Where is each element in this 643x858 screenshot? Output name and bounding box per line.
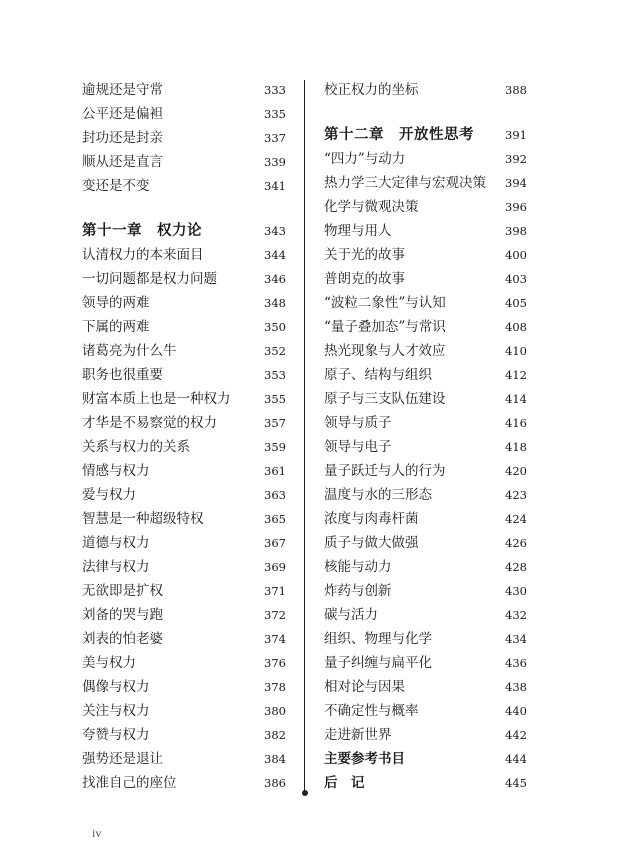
toc-page-number: 376 bbox=[264, 656, 286, 670]
toc-entry-title: 浓度与肉毒杆菌 bbox=[324, 511, 419, 527]
toc-entry-title: 领导与质子 bbox=[324, 415, 392, 431]
toc-entry[interactable] bbox=[82, 243, 286, 267]
toc-entry[interactable] bbox=[82, 771, 286, 795]
toc-page-number: 363 bbox=[264, 488, 286, 502]
toc-entry-title: “量子叠加态”与常识 bbox=[324, 319, 446, 335]
toc-entry-title: 公平还是偏袒 bbox=[82, 106, 163, 122]
toc-page-number: 350 bbox=[264, 320, 286, 334]
toc-page-number: 386 bbox=[264, 776, 286, 790]
toc-entry[interactable] bbox=[82, 579, 286, 603]
toc-page-number: 391 bbox=[505, 128, 527, 142]
toc-entry-title: 第十一章 权力论 bbox=[82, 222, 202, 239]
section-gap bbox=[82, 198, 286, 219]
toc-page-number: 388 bbox=[505, 83, 527, 97]
toc-entry-title: 化学与微观决策 bbox=[324, 199, 419, 215]
toc-page-number: 444 bbox=[505, 752, 527, 766]
toc-page-number: 339 bbox=[264, 155, 286, 169]
toc-entry[interactable] bbox=[324, 771, 527, 795]
toc-page-number: 378 bbox=[264, 680, 286, 694]
toc-entry[interactable] bbox=[324, 195, 527, 219]
toc-entry[interactable] bbox=[82, 78, 286, 102]
toc-entry-title: 温度与水的三形态 bbox=[324, 487, 432, 503]
toc-entry[interactable] bbox=[82, 339, 286, 363]
toc-entry[interactable] bbox=[324, 411, 527, 435]
toc-entry-title: 原子与三支队伍建设 bbox=[324, 391, 446, 407]
toc-entry[interactable] bbox=[82, 483, 286, 507]
toc-page-number: 344 bbox=[264, 248, 286, 262]
toc-page-number: 414 bbox=[505, 392, 527, 406]
toc-page-number: 359 bbox=[264, 440, 286, 454]
toc-entry-title: 关注与权力 bbox=[82, 703, 150, 719]
toc-entry[interactable] bbox=[324, 363, 527, 387]
toc-page-number: 348 bbox=[264, 296, 286, 310]
toc-entry-title: 封功还是封亲 bbox=[82, 130, 163, 146]
toc-entry-title: 智慧是一种超级特权 bbox=[82, 511, 204, 527]
toc-page-number: 434 bbox=[505, 632, 527, 646]
toc-entry[interactable] bbox=[82, 531, 286, 555]
toc-entry[interactable] bbox=[324, 651, 527, 675]
toc-entry[interactable] bbox=[82, 267, 286, 291]
toc-page-number: 392 bbox=[505, 152, 527, 166]
toc-page-number: 367 bbox=[264, 536, 286, 550]
toc-entry-title: 找准自己的座位 bbox=[82, 775, 177, 791]
toc-entry-title: 第十二章 开放性思考 bbox=[324, 126, 474, 143]
toc-entry[interactable] bbox=[82, 435, 286, 459]
toc-entry[interactable] bbox=[324, 507, 527, 531]
toc-page-number: 410 bbox=[505, 344, 527, 358]
toc-entry[interactable] bbox=[82, 363, 286, 387]
toc-entry[interactable] bbox=[82, 651, 286, 675]
toc-entry-title: 一切问题都是权力问题 bbox=[82, 271, 217, 287]
toc-entry-title: 变还是不变 bbox=[82, 178, 150, 194]
toc-entry[interactable] bbox=[82, 387, 286, 411]
toc-page-number: 436 bbox=[505, 656, 527, 670]
toc-entry[interactable] bbox=[82, 627, 286, 651]
toc-page-number: 442 bbox=[505, 728, 527, 742]
toc-entry[interactable] bbox=[324, 291, 527, 315]
toc-entry[interactable] bbox=[324, 243, 527, 267]
toc-page-number: 412 bbox=[505, 368, 527, 382]
toc-page-number: 396 bbox=[505, 200, 527, 214]
toc-entry[interactable] bbox=[324, 219, 527, 243]
toc-page-number: 420 bbox=[505, 464, 527, 478]
toc-entry[interactable] bbox=[324, 483, 527, 507]
toc-page-number: 438 bbox=[505, 680, 527, 694]
toc-entry[interactable] bbox=[324, 459, 527, 483]
toc-entry[interactable] bbox=[82, 174, 286, 198]
toc-entry[interactable] bbox=[324, 675, 527, 699]
toc-page-number: 400 bbox=[505, 248, 527, 262]
toc-entry[interactable] bbox=[82, 699, 286, 723]
toc-page-number: 353 bbox=[264, 368, 286, 382]
toc-page-number: 333 bbox=[264, 83, 286, 97]
toc-page-number: 408 bbox=[505, 320, 527, 334]
toc-entry[interactable] bbox=[82, 102, 286, 126]
toc-entry-title: 领导与电子 bbox=[324, 439, 392, 455]
toc-page-number: 440 bbox=[505, 704, 527, 718]
toc-chapter-heading[interactable] bbox=[324, 123, 527, 147]
toc-entry-title: 走进新世界 bbox=[324, 727, 392, 743]
toc-entry-title: 量子跃迁与人的行为 bbox=[324, 463, 446, 479]
toc-entry-title: 夸赞与权力 bbox=[82, 727, 150, 743]
toc-entry-title: 逾规还是守常 bbox=[82, 82, 163, 98]
toc-page-number: 337 bbox=[264, 131, 286, 145]
toc-entry[interactable] bbox=[324, 555, 527, 579]
toc-entry[interactable] bbox=[324, 387, 527, 411]
toc-chapter-heading[interactable] bbox=[82, 219, 286, 243]
toc-entry[interactable] bbox=[82, 150, 286, 174]
toc-entry[interactable] bbox=[82, 555, 286, 579]
toc-entry-title: 道德与权力 bbox=[82, 535, 150, 551]
toc-page-number: 369 bbox=[264, 560, 286, 574]
toc-entry[interactable] bbox=[324, 699, 527, 723]
toc-entry[interactable] bbox=[82, 411, 286, 435]
toc-entry-title: 主要参考书目 bbox=[324, 751, 405, 767]
toc-entry[interactable] bbox=[324, 147, 527, 171]
toc-right-column bbox=[324, 78, 527, 795]
toc-page-number: 384 bbox=[264, 752, 286, 766]
toc-entry-title: 核能与动力 bbox=[324, 559, 392, 575]
toc-entry-title: 热力学三大定律与宏观决策 bbox=[324, 175, 486, 191]
toc-page-number: 424 bbox=[505, 512, 527, 526]
toc-entry[interactable] bbox=[82, 507, 286, 531]
toc-entry-title: 量子纠缠与扁平化 bbox=[324, 655, 432, 671]
toc-page-number: 403 bbox=[505, 272, 527, 286]
toc-entry[interactable] bbox=[82, 603, 286, 627]
toc-entry-title: 质子与做大做强 bbox=[324, 535, 419, 551]
toc-page-number: 445 bbox=[505, 776, 527, 790]
toc-page-number: 357 bbox=[264, 416, 286, 430]
toc-page-number: 416 bbox=[505, 416, 527, 430]
toc-entry[interactable] bbox=[324, 531, 527, 555]
toc-page-number: 355 bbox=[264, 392, 286, 406]
toc-entry[interactable] bbox=[324, 171, 527, 195]
toc-page-number: 432 bbox=[505, 608, 527, 622]
divider-end-mark bbox=[302, 790, 308, 796]
toc-entry[interactable] bbox=[324, 78, 527, 102]
toc-page-number: 426 bbox=[505, 536, 527, 550]
toc-left-column bbox=[82, 78, 286, 795]
toc-page-number: 365 bbox=[264, 512, 286, 526]
toc-page-number: 361 bbox=[264, 464, 286, 478]
toc-page-number: 335 bbox=[264, 107, 286, 121]
toc-entry-title: 法律与权力 bbox=[82, 559, 150, 575]
toc-entry-title: 刘备的哭与跑 bbox=[82, 607, 163, 623]
toc-entry-title: 原子、结构与组织 bbox=[324, 367, 432, 383]
toc-page-number: 352 bbox=[264, 344, 286, 358]
toc-entry-title: 认清权力的本来面目 bbox=[82, 247, 204, 263]
toc-entry[interactable] bbox=[324, 267, 527, 291]
toc-entry-title: 顺从还是直言 bbox=[82, 154, 163, 170]
toc-entry[interactable] bbox=[324, 339, 527, 363]
toc-entry[interactable] bbox=[82, 675, 286, 699]
toc-page-number: 418 bbox=[505, 440, 527, 454]
toc-entry-title: 强势还是退让 bbox=[82, 751, 163, 767]
toc-entry-title: “四力”与动力 bbox=[324, 151, 406, 167]
page-folio: iv bbox=[92, 826, 102, 840]
toc-entry-title: 无欲即是扩权 bbox=[82, 583, 163, 599]
toc-entry-title: 普朗克的故事 bbox=[324, 271, 405, 287]
toc-entry[interactable] bbox=[82, 126, 286, 150]
toc-page-number: 405 bbox=[505, 296, 527, 310]
toc-entry[interactable] bbox=[324, 747, 527, 771]
toc-entry[interactable] bbox=[324, 627, 527, 651]
toc-page-number: 428 bbox=[505, 560, 527, 574]
toc-entry-title: 相对论与因果 bbox=[324, 679, 405, 695]
toc-entry-title: 碳与活力 bbox=[324, 607, 378, 623]
toc-entry-title: 爱与权力 bbox=[82, 487, 136, 503]
toc-entry-title: 刘表的怕老婆 bbox=[82, 631, 163, 647]
toc-entry-title: 职务也很重要 bbox=[82, 367, 163, 383]
toc-entry-title: 才华是不易察觉的权力 bbox=[82, 415, 217, 431]
toc-entry-title: 领导的两难 bbox=[82, 295, 150, 311]
toc-page-number: 341 bbox=[264, 179, 286, 193]
toc-entry-title: 后 记 bbox=[324, 775, 365, 791]
toc-entry[interactable] bbox=[324, 723, 527, 747]
toc-page-number: 346 bbox=[264, 272, 286, 286]
toc-entry-title: 校正权力的坐标 bbox=[324, 82, 419, 98]
toc-page-number: 371 bbox=[264, 584, 286, 598]
toc-entry-title: 财富本质上也是一种权力 bbox=[82, 391, 231, 407]
toc-entry-title: 情感与权力 bbox=[82, 463, 150, 479]
toc-entry[interactable] bbox=[82, 291, 286, 315]
toc-page-number: 374 bbox=[264, 632, 286, 646]
toc-page-number: 343 bbox=[264, 224, 286, 238]
toc-page-number: 394 bbox=[505, 176, 527, 190]
toc-entry-title: 不确定性与概率 bbox=[324, 703, 419, 719]
toc-entry-title: 物理与用人 bbox=[324, 223, 392, 239]
toc-entry-title: 热光现象与人才效应 bbox=[324, 343, 446, 359]
toc-entry-title: 关系与权力的关系 bbox=[82, 439, 190, 455]
toc-entry[interactable] bbox=[82, 315, 286, 339]
toc-entry[interactable] bbox=[324, 435, 527, 459]
toc-page-number: 382 bbox=[264, 728, 286, 742]
toc-entry[interactable] bbox=[82, 723, 286, 747]
toc-entry-title: 下属的两难 bbox=[82, 319, 150, 335]
toc-page-number: 423 bbox=[505, 488, 527, 502]
toc-entry[interactable] bbox=[82, 459, 286, 483]
toc-entry-title: 组织、物理与化学 bbox=[324, 631, 432, 647]
toc-entry-title: 诸葛亮为什么牛 bbox=[82, 343, 177, 359]
toc-entry-title: “波粒二象性”与认知 bbox=[324, 295, 446, 311]
toc-entry-title: 美与权力 bbox=[82, 655, 136, 671]
toc-page-number: 430 bbox=[505, 584, 527, 598]
toc-entry-title: 偶像与权力 bbox=[82, 679, 150, 695]
section-gap bbox=[324, 102, 527, 123]
toc-entry[interactable] bbox=[324, 315, 527, 339]
toc-entry-title: 炸药与创新 bbox=[324, 583, 392, 599]
toc-page-number: 398 bbox=[505, 224, 527, 238]
toc-page-number: 372 bbox=[264, 608, 286, 622]
toc-entry[interactable] bbox=[324, 579, 527, 603]
toc-entry[interactable] bbox=[82, 747, 286, 771]
toc-page-number: 380 bbox=[264, 704, 286, 718]
column-divider bbox=[304, 80, 305, 793]
toc-entry-title: 关于光的故事 bbox=[324, 247, 405, 263]
toc-entry[interactable] bbox=[324, 603, 527, 627]
